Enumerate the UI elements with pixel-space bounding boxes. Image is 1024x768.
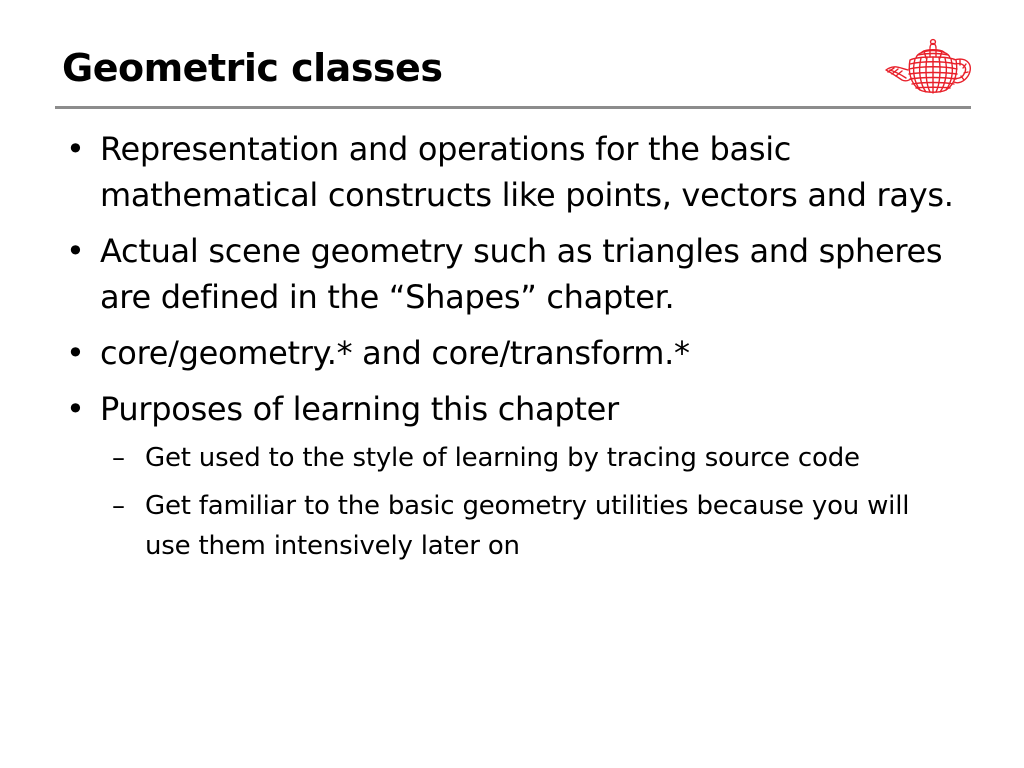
bullet-marker: • [66, 390, 85, 428]
sub-bullet-item [100, 486, 962, 566]
sub-bullet-item [100, 438, 962, 478]
bullet-list [62, 126, 962, 576]
bullet-item [62, 228, 962, 320]
bullet-text: Actual scene geometry such as triangles and spheres are defined in the “Shapes” chapter. [100, 232, 943, 316]
slide-title: Geometric classes [62, 46, 443, 90]
bullet-text: core/geometry.* and core/transform.* [100, 334, 690, 372]
bullet-marker: • [66, 334, 85, 372]
bullet-text: Purposes of learning this chapter [100, 390, 619, 428]
bullet-item [62, 126, 962, 218]
title-divider [55, 106, 971, 109]
sub-bullet-text: Get familiar to the basic geometry utilities because you will use them intensively later on [145, 491, 910, 561]
sub-bullet-text: Get used to the style of learning by tracing source code [145, 443, 860, 473]
sub-bullet-marker: – [112, 443, 125, 473]
bullet-marker: • [66, 130, 85, 168]
teapot-wireframe-icon [882, 30, 976, 96]
bullet-marker: • [66, 232, 85, 270]
sub-bullet-marker: – [112, 491, 125, 521]
bullet-item [62, 330, 962, 376]
bullet-item [62, 386, 962, 566]
bullet-text: Representation and operations for the basic mathematical constructs like points, vectors and rays. [100, 130, 954, 214]
sub-bullet-list [100, 438, 962, 566]
